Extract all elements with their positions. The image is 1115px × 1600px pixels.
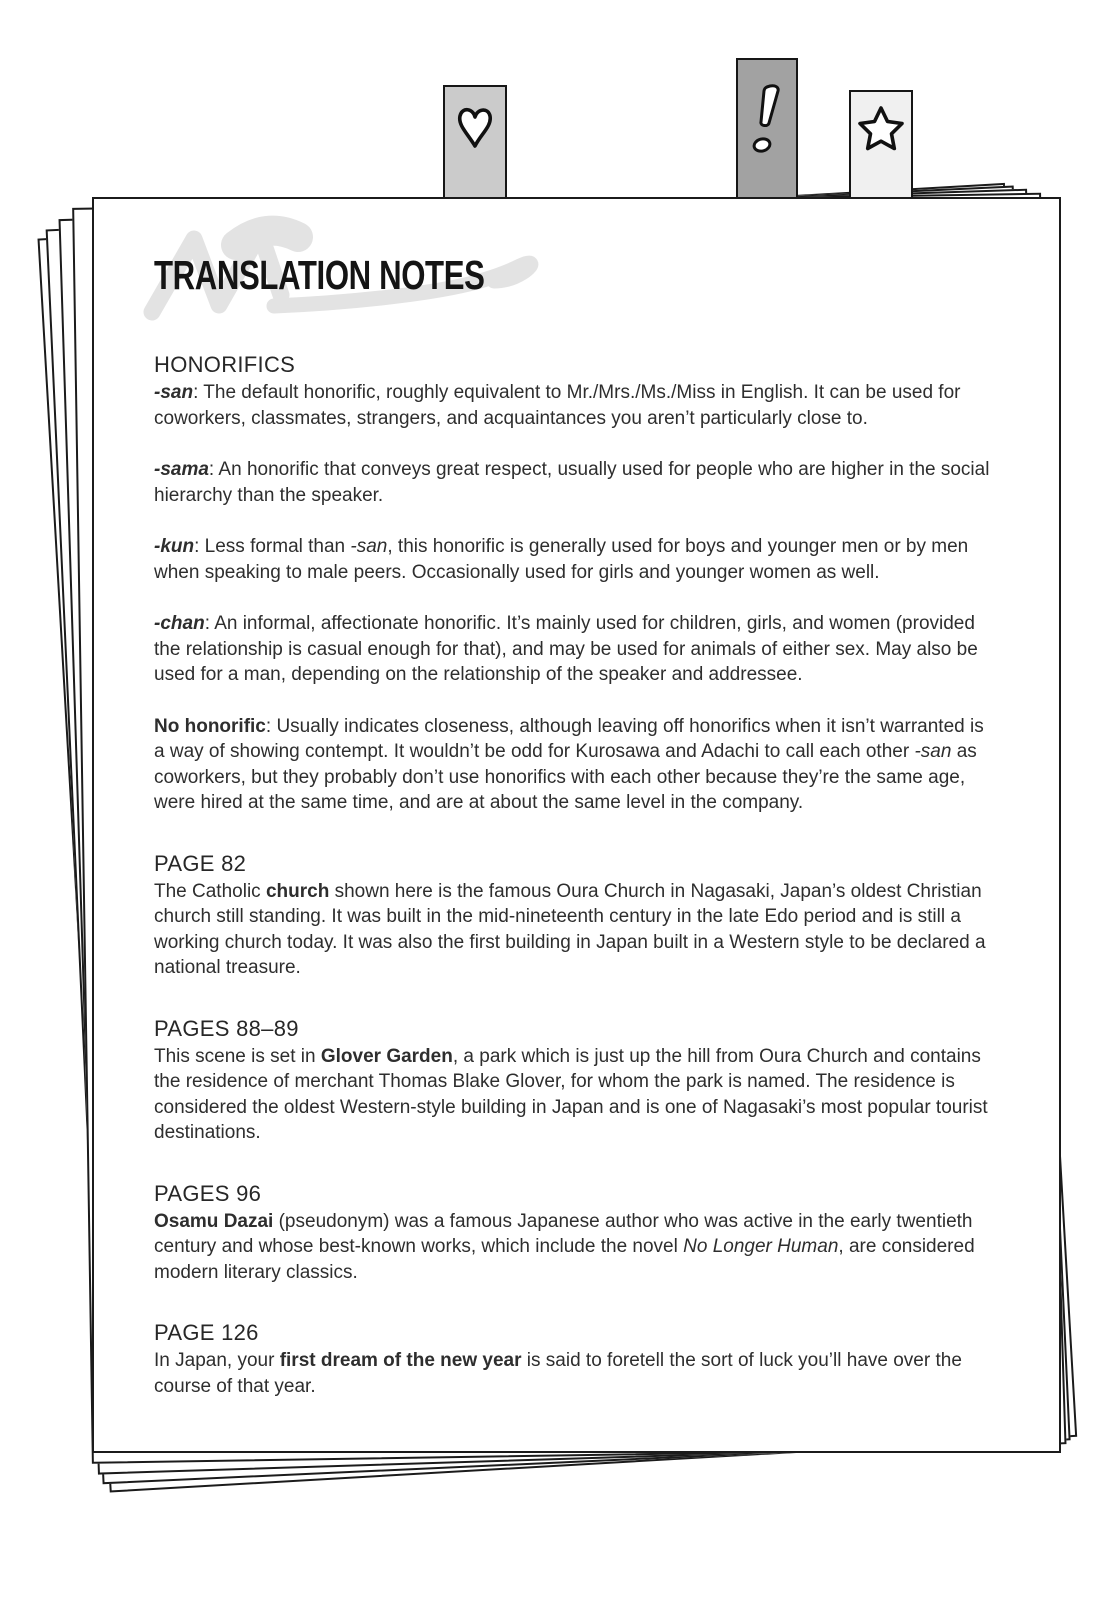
section xyxy=(154,1016,997,1146)
paragraph: No honorific: Usually indicates closeness, although leaving off honorifics when it isn’t warranted is a way of showing contempt. It wouldn’t be odd for Kurosawa and Adachi to call each other -san as coworkers, but they probably don’t use honorifics with each other because they’re the same age, were hired at the same time, and are at about the same level in the company. xyxy=(154,715,984,813)
section xyxy=(154,851,997,981)
section-heading: PAGE 82 xyxy=(154,850,247,876)
tab-heart xyxy=(443,85,507,203)
paragraph: Osamu Dazai (pseudonym) was a famous Japanese author who was active in the early twentieth century and whose best-known works, which include the novel No Longer Human, are considered modern literary classics. xyxy=(154,1210,975,1283)
paragraph: -chan: An informal, affectionate honorific. It’s mainly used for children, girls, and women (provided the relationship is casual enough for that), and may be used for animals of either sex. May also be used for a man, depending on the relationship of the speaker and addressee. xyxy=(154,613,978,685)
section-heading: PAGE 126 xyxy=(154,1320,259,1345)
paragraph: The Catholic church shown here is the famous Oura Church in Nagasaki, Japan’s oldest Christian church still standing. It was built in the mid-nineteenth century in the late Edo period and is still a working church today. It was also the first building in Japan built in a Western style to be declared a national treasure. xyxy=(154,880,986,978)
section xyxy=(154,352,997,816)
paragraph: In Japan, your first dream of the new year is said to foretell the sort of luck you’ll have over the course of that year. xyxy=(154,1350,962,1397)
paragraph: -san: The default honorific, roughly equivalent to Mr./Mrs./Ms./Miss in English. It can be used for coworkers, classmates, strangers, and acquaintances you aren’t particularly close to. xyxy=(154,382,961,429)
page-sheet xyxy=(92,197,1061,1453)
paragraph: -kun: Less formal than -san, this honorific is generally used for boys and younger men or by men when speaking to male peers. Occasionally used for girls and younger women as well. xyxy=(154,536,969,583)
tab-star xyxy=(849,90,913,203)
section xyxy=(154,1181,997,1286)
section xyxy=(154,1320,997,1399)
tab-exclamation xyxy=(736,58,798,203)
section-heading: PAGES 96 xyxy=(154,1180,262,1206)
heart-icon xyxy=(455,104,495,152)
star-icon xyxy=(856,105,906,153)
page-title: TRANSLATION NOTES xyxy=(154,252,485,298)
page-content xyxy=(94,199,1059,1451)
section-heading: HONORIFICS xyxy=(154,352,296,377)
paragraph: -sama: An honorific that conveys great respect, usually used for people who are higher in the social hierarchy than the speaker. xyxy=(154,459,990,506)
sections xyxy=(154,352,997,1399)
section-heading: PAGES 88–89 xyxy=(154,1015,299,1041)
paragraph: This scene is set in Glover Garden, a park which is just up the hill from Oura Church and contains the residence of merchant Thomas Blake Glover, for whom the park is named. The residence is considered the oldest Western-style building in Japan and is one of Nagasaki’s most popular tourist destinations. xyxy=(154,1045,988,1143)
exclamation-icon xyxy=(750,83,784,159)
